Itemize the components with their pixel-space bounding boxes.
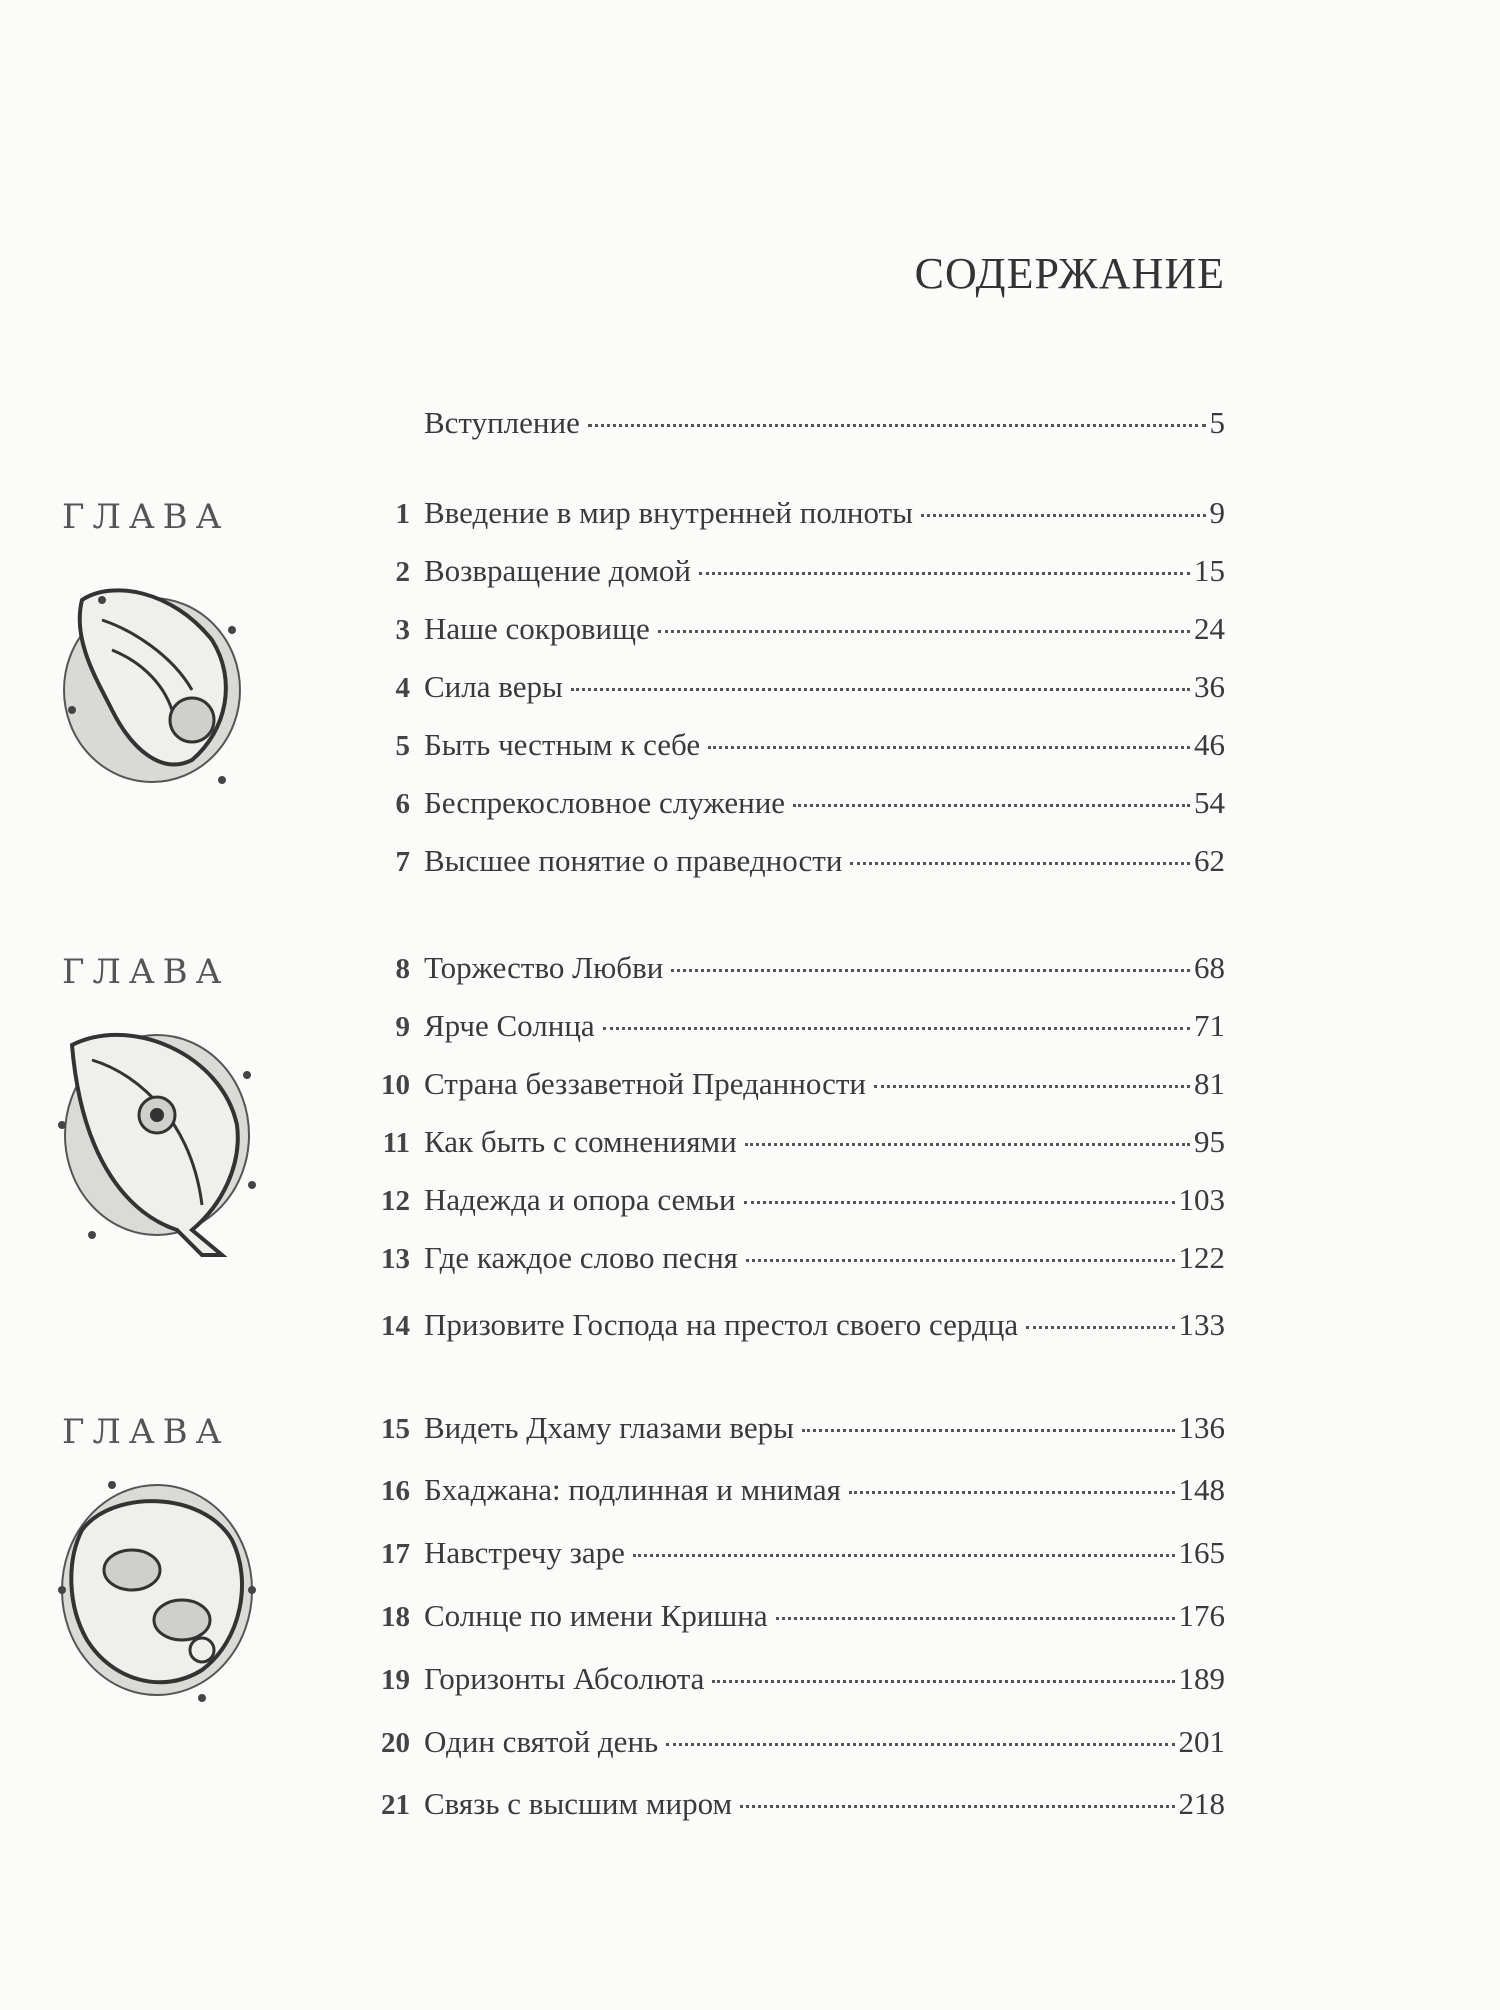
toc-entry[interactable] xyxy=(370,1661,1225,1709)
entry-label: Призовите Господа на престол своего сердца xyxy=(424,1307,1019,1342)
entry-label: Вступление xyxy=(424,405,580,440)
toc-entry[interactable] xyxy=(370,1307,1225,1355)
dot-leader xyxy=(671,969,1190,972)
chapter-number: 18 xyxy=(381,1601,410,1633)
chapter-number: 7 xyxy=(395,846,410,878)
dot-leader xyxy=(633,1554,1175,1557)
entry-label: Введение в мир внутренней полноты xyxy=(424,495,913,530)
chapter-number: 15 xyxy=(381,1413,410,1445)
toc-entry[interactable] xyxy=(370,1472,1225,1520)
toc-entry[interactable] xyxy=(370,785,1225,833)
entry-page: 71 xyxy=(1194,1008,1225,1043)
toc-entry[interactable] xyxy=(370,553,1225,601)
entry-label: Связь с высшим миром xyxy=(424,1786,733,1821)
chapter-number: 11 xyxy=(382,1127,410,1159)
entry-page: 133 xyxy=(1178,1307,1225,1342)
dot-leader xyxy=(745,1143,1190,1146)
entry-page: 46 xyxy=(1194,727,1225,762)
entry-page: 136 xyxy=(1178,1410,1225,1445)
toc-entry[interactable] xyxy=(370,1786,1225,1834)
dot-leader xyxy=(1026,1326,1174,1329)
dot-leader xyxy=(849,1491,1175,1494)
dot-leader xyxy=(699,572,1190,575)
toc-entry[interactable] xyxy=(370,669,1225,717)
dot-leader xyxy=(588,424,1206,427)
entry-label: Надежда и опора семьи xyxy=(424,1182,736,1217)
toc-entry[interactable] xyxy=(370,1008,1225,1056)
dot-leader xyxy=(571,688,1190,691)
dot-leader xyxy=(740,1805,1174,1808)
chapter-number: 19 xyxy=(381,1664,410,1696)
ornament-feet-icon xyxy=(52,1470,262,1710)
dot-leader xyxy=(921,514,1206,517)
entry-page: 95 xyxy=(1194,1124,1225,1159)
toc-entry[interactable] xyxy=(370,1724,1225,1772)
entry-label: Наше сокровище xyxy=(424,611,650,646)
entry-page: 148 xyxy=(1178,1472,1225,1507)
chapter-number: 6 xyxy=(395,788,410,820)
toc-entry[interactable] xyxy=(370,1598,1225,1646)
entry-label: Быть честным к себе xyxy=(424,727,701,762)
dot-leader xyxy=(850,862,1190,865)
dot-leader xyxy=(603,1027,1190,1030)
toc-entry[interactable] xyxy=(370,950,1225,998)
entry-page: 68 xyxy=(1194,950,1225,985)
toc-entry[interactable] xyxy=(370,611,1225,659)
page-title: СОДЕРЖАНИЕ xyxy=(914,249,1225,298)
entry-label: Видеть Дхаму глазами веры xyxy=(424,1410,794,1445)
toc-entry[interactable] xyxy=(370,1535,1225,1583)
chapter-number: 9 xyxy=(395,1011,410,1043)
entry-page: 24 xyxy=(1194,611,1225,646)
entry-page: 218 xyxy=(1178,1786,1225,1821)
toc-entry[interactable] xyxy=(370,727,1225,775)
dot-leader xyxy=(666,1743,1174,1746)
entry-label: Навстречу заре xyxy=(424,1535,625,1570)
toc-entry[interactable] xyxy=(370,843,1225,891)
entry-page: 36 xyxy=(1194,669,1225,704)
chapter-number: 1 xyxy=(395,498,410,530)
dot-leader xyxy=(793,804,1190,807)
entry-label: Бхаджана: подлинная и мнимая xyxy=(424,1472,841,1507)
toc-entry-intro[interactable] xyxy=(370,405,1225,453)
entry-page: 201 xyxy=(1178,1724,1225,1759)
entry-page: 176 xyxy=(1178,1598,1225,1633)
entry-page: 189 xyxy=(1178,1661,1225,1696)
part-label: ГЛАВА xyxy=(62,1412,230,1452)
chapter-number: 2 xyxy=(395,556,410,588)
toc-entry[interactable] xyxy=(370,1410,1225,1458)
chapter-number: 3 xyxy=(395,614,410,646)
dot-leader xyxy=(712,1680,1174,1683)
toc-entry[interactable] xyxy=(370,1066,1225,1114)
entry-page: 62 xyxy=(1194,843,1225,878)
toc-entry[interactable] xyxy=(370,1182,1225,1230)
entry-page: 81 xyxy=(1194,1066,1225,1101)
entry-label: Возвращение домой xyxy=(424,553,692,588)
ornament-leaf-icon xyxy=(52,1015,262,1260)
chapter-number: 16 xyxy=(381,1475,410,1507)
entry-label: Торжество Любви xyxy=(424,950,664,985)
dot-leader xyxy=(802,1429,1175,1432)
dot-leader xyxy=(746,1259,1175,1262)
chapter-number: 21 xyxy=(381,1789,410,1821)
entry-label: Высшее понятие о праведности xyxy=(424,843,843,878)
chapter-number: 10 xyxy=(381,1069,410,1101)
dot-leader xyxy=(708,746,1190,749)
toc-entry[interactable] xyxy=(370,1240,1225,1288)
entry-label: Как быть с сомнениями xyxy=(424,1124,737,1159)
chapter-number: 5 xyxy=(395,730,410,762)
chapter-number: 13 xyxy=(381,1243,410,1275)
entry-page: 5 xyxy=(1209,405,1225,440)
entry-page: 9 xyxy=(1209,495,1225,530)
entry-label: Горизонты Абсолюта xyxy=(424,1661,705,1696)
dot-leader xyxy=(658,630,1190,633)
entry-page: 54 xyxy=(1194,785,1225,820)
toc-entry[interactable] xyxy=(370,1124,1225,1172)
entry-page: 165 xyxy=(1178,1535,1225,1570)
entry-page: 122 xyxy=(1178,1240,1225,1275)
dot-leader xyxy=(744,1201,1175,1204)
toc-entry[interactable] xyxy=(370,495,1225,543)
chapter-number: 12 xyxy=(381,1185,410,1217)
part-label: ГЛАВА xyxy=(62,952,230,992)
entry-label: Сила веры xyxy=(424,669,563,704)
entry-page: 103 xyxy=(1178,1182,1225,1217)
ornament-hand-icon xyxy=(52,560,252,810)
dot-leader xyxy=(776,1617,1175,1620)
chapter-number: 14 xyxy=(381,1310,410,1342)
chapter-number: 20 xyxy=(381,1727,410,1759)
chapter-number: 8 xyxy=(395,953,410,985)
entry-label: Один святой день xyxy=(424,1724,659,1759)
chapter-number: 17 xyxy=(381,1538,410,1570)
entry-label: Где каждое слово песня xyxy=(424,1240,738,1275)
part-label: ГЛАВА xyxy=(62,497,230,537)
entry-page: 15 xyxy=(1194,553,1225,588)
chapter-number: 4 xyxy=(395,672,410,704)
dot-leader xyxy=(874,1085,1190,1088)
entry-label: Ярче Солнца xyxy=(424,1008,595,1043)
entry-label: Солнце по имени Кришна xyxy=(424,1598,768,1633)
entry-label: Беспрекословное служение xyxy=(424,785,786,820)
entry-label: Страна беззаветной Преданности xyxy=(424,1066,866,1101)
